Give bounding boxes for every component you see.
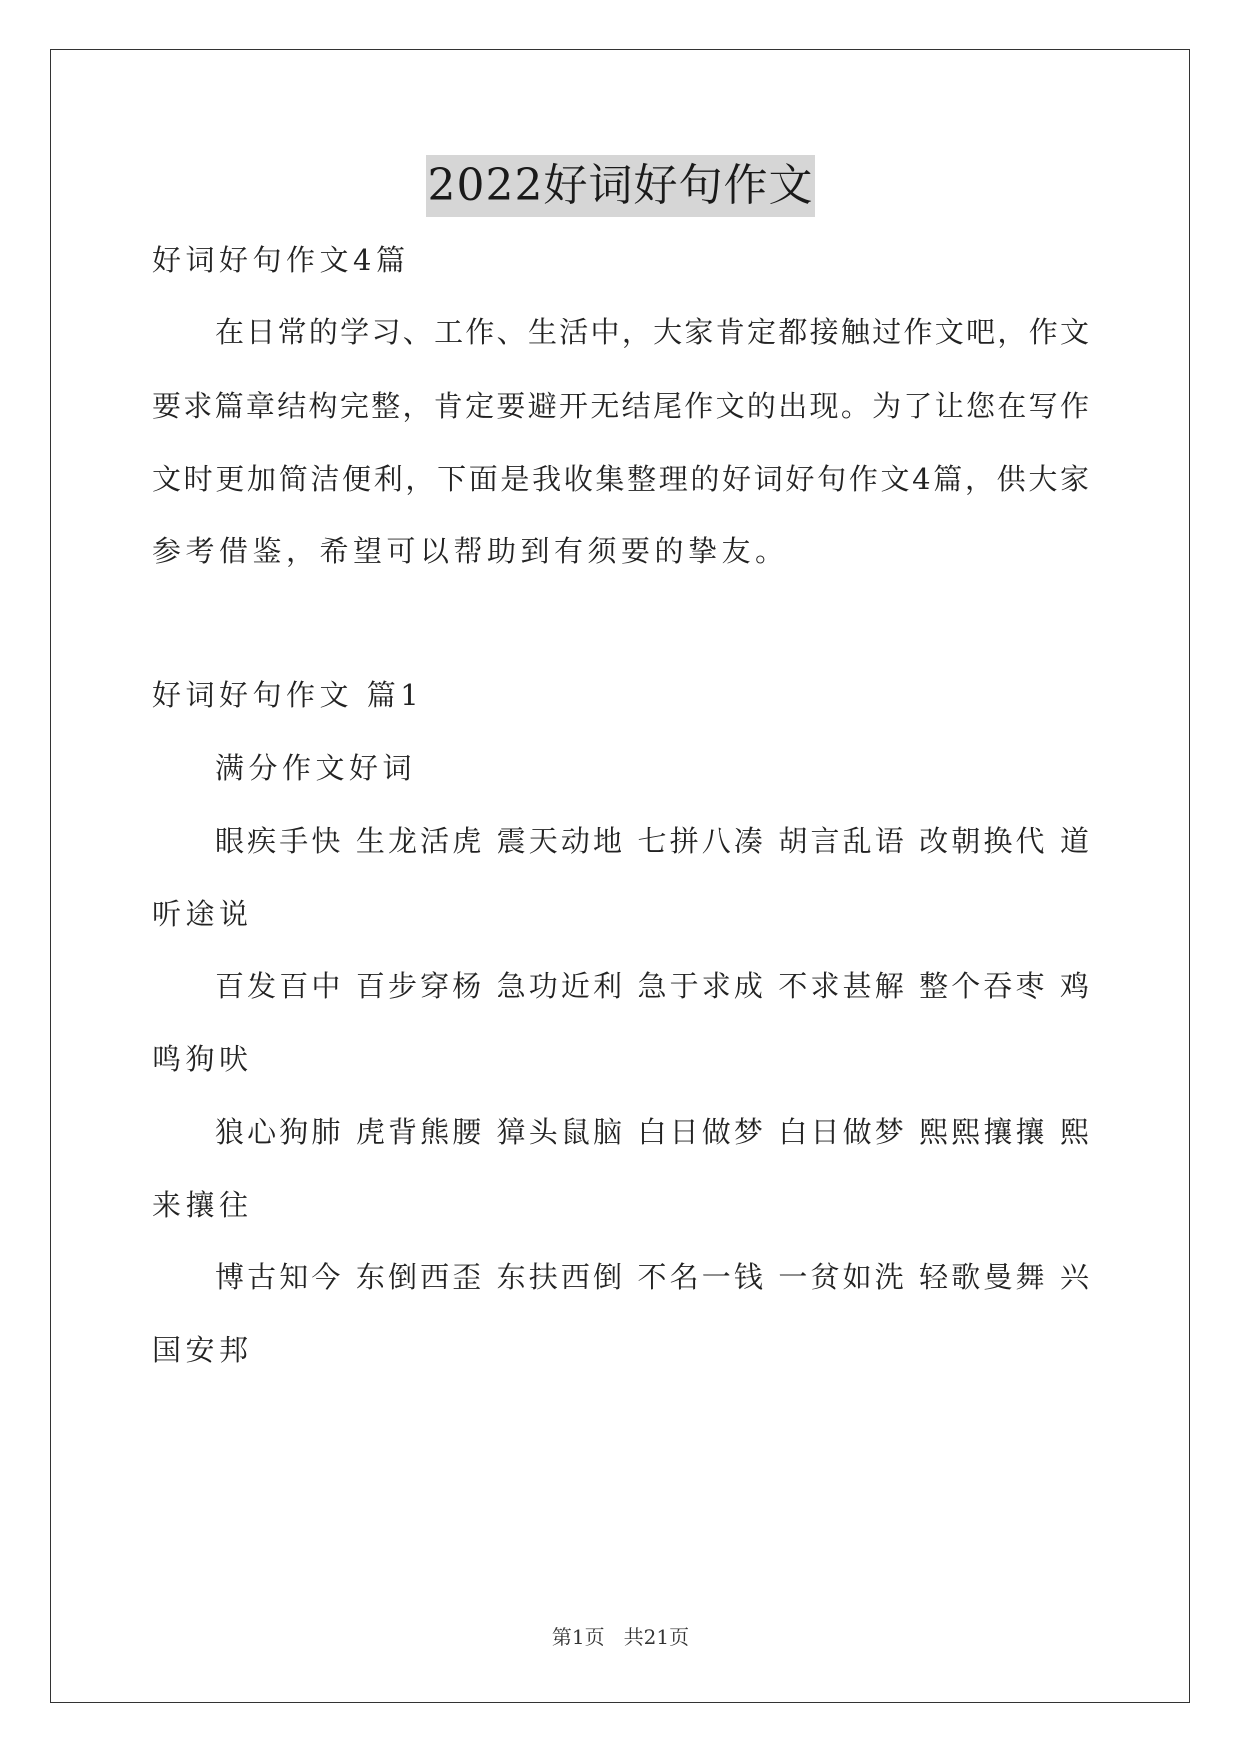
section-subheading: 满分作文好词 xyxy=(215,751,417,785)
idiom-line-1: 眼疾手快 生龙活虎 震天动地 七拼八凑 胡言乱语 改朝换代 道 xyxy=(215,824,1089,858)
footer-page-current: 1 xyxy=(571,1625,585,1649)
intro-line-3: 文时更加简洁便利，下面是我收集整理的好词好句作文4篇，供大家 xyxy=(152,462,1089,496)
section-heading: 好词好句作文 篇1 xyxy=(152,678,424,712)
document-subtitle: 好词好句作文4篇 xyxy=(152,243,410,277)
idiom-line-5: 狼心狗肺 虎背熊腰 獐头鼠脑 白日做梦 白日做梦 熙熙攘攘 熙 xyxy=(215,1115,1089,1149)
idiom-line-4: 鸣狗吠 xyxy=(152,1042,253,1076)
idiom-line-7: 博古知今 东倒西歪 东扶西倒 不名一钱 一贫如洗 轻歌曼舞 兴 xyxy=(215,1260,1089,1294)
document-title: 2022好词好句作文 xyxy=(426,155,816,217)
footer-page-total: 21 xyxy=(643,1625,670,1649)
idiom-line-8: 国安邦 xyxy=(152,1333,253,1367)
intro-line-2: 要求篇章结构完整，肯定要避开无结尾作文的出现。为了让您在写作 xyxy=(152,389,1089,423)
footer-mid: 页 共 xyxy=(584,1625,644,1649)
idiom-line-2: 听途说 xyxy=(152,897,253,931)
intro-line-1: 在日常的学习、工作、生活中，大家肯定都接触过作文吧，作文 xyxy=(215,315,1089,349)
page-footer xyxy=(0,1623,1241,1651)
idiom-line-3: 百发百中 百步穿杨 急功近利 急于求成 不求甚解 整个吞枣 鸡 xyxy=(215,969,1089,1003)
footer-prefix: 第 xyxy=(551,1625,572,1649)
idiom-line-6: 来攘往 xyxy=(152,1188,253,1222)
intro-line-4: 参考借鉴，希望可以帮助到有须要的挚友。 xyxy=(152,534,789,568)
title-container xyxy=(0,155,1241,217)
footer-suffix: 页 xyxy=(669,1625,690,1649)
page-border xyxy=(50,49,1190,1703)
